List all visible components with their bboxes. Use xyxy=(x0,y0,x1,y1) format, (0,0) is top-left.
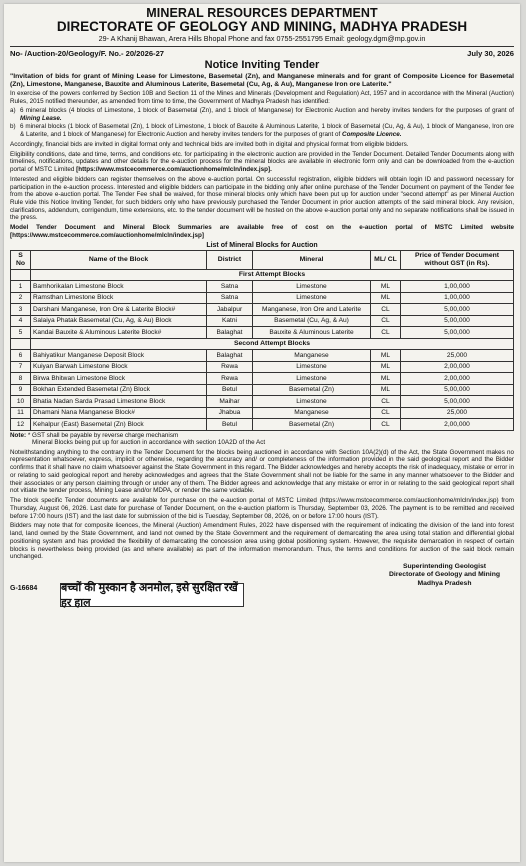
header-cell: S No xyxy=(11,250,31,269)
table-row xyxy=(11,396,514,408)
district-cell: Betul xyxy=(207,384,253,396)
address-line: 29- A Khanij Bhawan, Arera Hills Bhopal Phone and fax 0755-2551795 Email: geology.dgm@mp.gov.in xyxy=(98,34,426,44)
serial-cell: 10 xyxy=(11,396,31,408)
mineral-cell: Limestone xyxy=(253,281,371,293)
block-name-cell: Bhatia Nadan Sarda Prasad Limestone Block xyxy=(31,396,207,408)
block-name-cell: Bamhorikalan Limestone Block xyxy=(31,281,207,293)
serial-cell: 9 xyxy=(11,384,31,396)
table-row xyxy=(11,304,514,316)
signatory-title: Superintending Geologist xyxy=(402,563,487,571)
item-text: 6 mineral blocks (1 block of Basemetal (Zn), 1 block of Limestone, 1 block of Bauxite & Aluminous Laterite, 1 block of Basemetal (Cu, Ag, & Au), 1 block of Manganese, Iron ore & Laterite, and 1 block of Manganese) for Electronic Auction and hereby invites tenders for the purposes of grant of Composite Licence. xyxy=(20,123,514,139)
table-row xyxy=(11,292,514,304)
licence-type-cell: ML xyxy=(371,361,401,373)
district-cell: Maihar xyxy=(207,396,253,408)
list-item-b xyxy=(10,123,514,138)
table-row xyxy=(11,373,514,385)
signatory-state: Madhya Pradesh xyxy=(417,579,472,587)
district-cell: Rewa xyxy=(207,373,253,385)
table-row xyxy=(11,384,514,396)
advertisement-code: G-16684 xyxy=(10,585,38,593)
model-document-paragraph: Model Tender Document and Mineral Block Summaries are available free of cost on the e-auction portal of MSTC Limited website [https://www.mstcecommerce.com/auctionhome/mlcln/index.jsp] xyxy=(10,224,514,239)
note-line-2: Mineral Blocks being put up for auction in accordance with section 10A2D of the Act xyxy=(32,439,266,447)
registration-paragraph: Interested and eligible bidders can register themselves on the above e-auction portal. On successful registration, eligible bidders will obtain login ID and password necessary for participation in the e-auction process. Interested and eligible bidders can participate in the bidding only after online purchase of the Tender Document on payment of the Tender fee from the above e-auction portal. The Tender Fee shall be waived, for those mineral blocks only which have been put up for auction under "second attempt" as per Mineral Auction Rule vide this Notice Inviting Tender, for such bidders only who have previously purchased the Tender Document in prior auction attempts of the said mineral block. Any revision, clarifications, addendum, corrigendum, time extensions, etc. to the tender document will be hosted on the above e-auction portal only and no separate notifications shall be issued in the press. xyxy=(10,175,514,222)
invitation-statement: "Invitation of bids for grant of Mining Lease for Limestone, Basemetal (Zn), and Manganese minerals and for grant of Composite Licence for Basemetal (Zn), Limestone, Manganese, Bauxite and Aluminous Laterite, Basemetal (Cu, Ag, & Au), Manganese Iron ore Laterite." xyxy=(10,72,514,89)
licence-type-cell: ML xyxy=(371,373,401,385)
bids-paragraph: Accordingly, financial bids are invited in digital format only and technical bids are invited both in digital and physical format from eligible bidders. xyxy=(10,140,409,148)
serial-cell: 4 xyxy=(11,315,31,327)
block-name-cell: Dhamani Nana Manganese Block# xyxy=(31,407,207,419)
district-cell: Satna xyxy=(207,292,253,304)
price-cell: 5,00,000 xyxy=(401,396,514,408)
header-cell: Name of the Block xyxy=(31,250,207,269)
serial-cell: 6 xyxy=(11,350,31,362)
header-cell: ML/ CL xyxy=(371,250,401,269)
mineral-cell: Limestone xyxy=(253,292,371,304)
note-label: Note: xyxy=(10,431,27,439)
district-cell: Balaghat xyxy=(207,350,253,362)
price-cell: 5,00,000 xyxy=(401,384,514,396)
group-label: First Attempt Blocks xyxy=(31,269,514,281)
licence-type-cell: CL xyxy=(371,315,401,327)
serial-cell: 8 xyxy=(11,373,31,385)
serial-cell: 3 xyxy=(11,304,31,316)
serial-cell: 12 xyxy=(11,419,31,431)
price-cell: 1,00,000 xyxy=(401,292,514,304)
item-label: b) xyxy=(10,123,16,131)
mineral-cell: Bauxite & Aluminous Laterite xyxy=(253,327,371,339)
price-cell: 25,000 xyxy=(401,407,514,419)
slogan-banner: बच्चों की मुस्कान है अनमोल, इसे सुरक्षित रखें हर हाल xyxy=(60,583,244,607)
item-text: 6 mineral blocks (4 blocks of Limestone, 1 block of Basemetal (Zn), and 1 block of Manganese) for Electronic Auction and hereby invites tenders for the purposes of grant of Mining Lease. xyxy=(20,106,514,122)
mineral-cell: Basemetal (Cu, Ag, & Au) xyxy=(253,315,371,327)
item-emphasis: Mining Lease. xyxy=(20,114,62,122)
district-cell: Rewa xyxy=(207,361,253,373)
table-row xyxy=(11,407,514,419)
notice-date: July 30, 2026 xyxy=(467,48,514,58)
block-name-cell: Bokhan Extended Basemetal (Zn) Block xyxy=(31,384,207,396)
district-cell: Betul xyxy=(207,419,253,431)
licence-type-cell: CL xyxy=(371,396,401,408)
price-cell: 2,00,000 xyxy=(401,419,514,431)
table-row xyxy=(11,361,514,373)
directorate-name: DIRECTORATE OF GEOLOGY AND MINING, MADHYA PRADESH xyxy=(56,19,468,35)
eligibility-paragraph: Eligibility conditions, date and time, terms, and conditions etc. for participating in the electronic auction are provided in the Tender Document. Detailed Tender Documents along with timelines, notifications, updates and other details for the e-auction process for the mineral blocks are available in electronic form only and can be downloaded from the e-auction portal of MSTC Limited [https://www.mstcecommerce.com/auctionhome/mlcln/index.jsp]. xyxy=(10,150,514,174)
list-item-a xyxy=(10,107,514,122)
table-row xyxy=(11,350,514,362)
block-name-cell: Kuiyan Barwah Limestone Block xyxy=(31,361,207,373)
licence-type-cell: CL xyxy=(371,327,401,339)
block-name-cell: Kehalpur (East) Basemetal (Zn) Block xyxy=(31,419,207,431)
block-name-cell: Bahiyatikur Manganese Deposit Block xyxy=(31,350,207,362)
price-cell: 25,000 xyxy=(401,350,514,362)
notice-page xyxy=(4,4,520,862)
schedule-paragraph: The block specific Tender documents are available for purchase on the e-auction portal of MSTC Limited (https://www.mstcecommerce.com/auctionhome/mlcln/index.jsp) from Thursday, August 06, 2026. Last date for purchase of Tender Document, on the e-auction platform is Thursday, September 03, 2026. The payment is to be remitted and received before 17:00 hours (IST) and the last date for submission of the bid is Tuesday, September 08, 2026, on or before 17:00 hours (IST). xyxy=(10,497,514,520)
group-row-second-attempt xyxy=(11,338,514,350)
licence-type-cell: CL xyxy=(371,419,401,431)
district-cell: Satna xyxy=(207,281,253,293)
item-label: a) xyxy=(10,106,16,114)
portal-link[interactable]: [https://www.mstcecommerce.com/auctionhome/mlcln/index.jsp]. xyxy=(76,166,272,174)
reference-line xyxy=(10,46,514,58)
licence-type-cell: ML xyxy=(371,292,401,304)
price-cell: 1,00,000 xyxy=(401,281,514,293)
mineral-cell: Manganese xyxy=(253,407,371,419)
serial-cell: 5 xyxy=(11,327,31,339)
mineral-blocks-table xyxy=(10,250,514,431)
licence-type-cell: CL xyxy=(371,407,401,419)
mineral-cell: Basemetal (Zn) xyxy=(253,384,371,396)
price-cell: 2,00,000 xyxy=(401,361,514,373)
block-name-cell: Salaiya Phatak Basemetal (Cu, Ag, & Au) Block xyxy=(31,315,207,327)
mineral-cell: Manganese, Iron Ore and Laterite xyxy=(253,304,371,316)
serial-cell: 1 xyxy=(11,281,31,293)
block-name-cell: Birwa Bhitwan Limestone Block xyxy=(31,373,207,385)
header-cell: Price of Tender Document without GST (in Rs). xyxy=(401,250,514,269)
table-header-row xyxy=(11,250,514,269)
item-emphasis: Composite Licence. xyxy=(342,131,402,139)
serial-cell: 7 xyxy=(11,361,31,373)
district-cell: Katni xyxy=(207,315,253,327)
letterhead xyxy=(10,7,514,43)
group-row-first-attempt xyxy=(11,269,514,281)
licence-type-cell: ML xyxy=(371,350,401,362)
table-caption: List of Mineral Blocks for Auction xyxy=(206,241,318,249)
header-cell: Mineral xyxy=(253,250,371,269)
notice-title: Notice Inviting Tender xyxy=(204,58,320,71)
table-row xyxy=(11,327,514,339)
table-row xyxy=(11,315,514,327)
district-cell: Balaghat xyxy=(207,327,253,339)
disclaimer-paragraph: Notwithstanding anything to the contrary in the Tender Document for the blocks being auctioned in accordance with Section 10A(2)(d) of the Act, the State Government makes no representation whatsoever, express, implicit or otherwise, regarding the accuracy and/ or completeness of the information provided in the said geological report and the Bidder confirms that it shall have no claim whatsoever against the State Government in this regard. The Bidder acknowledges and hereby accepts the risk of inadequacy, mistake or error in or relating to said geological report and hereby acknowledges and agrees that the State Government shall not be liable for the same in any manner whatsoever to the Bidder and their associates or any person claiming through or under any of them. The Bidder agrees and acknowledge that any mistake or error in or relating to the said geological report shall not vitiate the tender process, Mining Lease and/or MDPA, or render the same voidable. xyxy=(10,448,514,495)
block-name-cell: Ramsthan Limestone Block xyxy=(31,292,207,304)
price-cell: 5,00,000 xyxy=(401,327,514,339)
table-row xyxy=(11,281,514,293)
amendment-rules-paragraph: Bidders may note that for composite licences, the Mineral (Auction) Amendment Rules, 2022 have dispensed with the requirement of indicating the division of the land into forest land, land owned by the State Government, and land not owned by the State Government and the requirement of demarcating the area using total station and differential global positioning system and has provided the flexibility of demarcating the concession area using global positioning system. However, the requisite demarcation in respect of certain blocks is nevertheless being provided (as and where available) as part of the information memorandum. Thus, the terms and conditions for auction of the said block remain unchanged. xyxy=(10,522,514,561)
signatory-block xyxy=(389,563,500,588)
mineral-cell: Limestone xyxy=(253,373,371,385)
price-cell: 5,00,000 xyxy=(401,315,514,327)
note-line-1: * GST shall be payable by reverse charge mechanism xyxy=(27,431,179,439)
district-cell: Jhabua xyxy=(207,407,253,419)
department-name: MINERAL RESOURCES DEPARTMENT xyxy=(146,6,378,20)
mineral-cell: Limestone xyxy=(253,361,371,373)
mineral-cell: Limestone xyxy=(253,396,371,408)
licence-type-cell: ML xyxy=(371,384,401,396)
price-cell: 2,00,000 xyxy=(401,373,514,385)
serial-cell: 2 xyxy=(11,292,31,304)
reference-number: No- /Auction-20/Geology/F. No.- 20/2026-27 xyxy=(10,48,165,58)
mineral-cell: Basemetal (Zn) xyxy=(253,419,371,431)
licence-type-cell: CL xyxy=(371,304,401,316)
table-row xyxy=(11,419,514,431)
header-cell: District xyxy=(207,250,253,269)
price-cell: 5,00,000 xyxy=(401,304,514,316)
footer xyxy=(10,563,514,610)
district-cell: Jabalpur xyxy=(207,304,253,316)
group-label: Second Attempt Blocks xyxy=(31,338,514,350)
signatory-office: Directorate of Geology and Mining xyxy=(388,571,500,579)
block-name-cell: Kandai Bauxite & Aluminous Laterite Block# xyxy=(31,327,207,339)
serial-cell: 11 xyxy=(11,407,31,419)
table-note xyxy=(10,432,514,447)
licence-type-cell: ML xyxy=(371,281,401,293)
intro-paragraph: In exercise of the powers conferred by Section 10B and Section 11 of the Mines and Minerals (Development and Regulation) Act, 1957 and in accordance with the Mineral (Auction) Rules, 2015 notified thereunder, as amended from time to time, the Government of Madhya Pradesh has identified: xyxy=(10,90,514,106)
mineral-cell: Manganese xyxy=(253,350,371,362)
block-name-cell: Darshani Manganese, Iron Ore & Laterite Block# xyxy=(31,304,207,316)
